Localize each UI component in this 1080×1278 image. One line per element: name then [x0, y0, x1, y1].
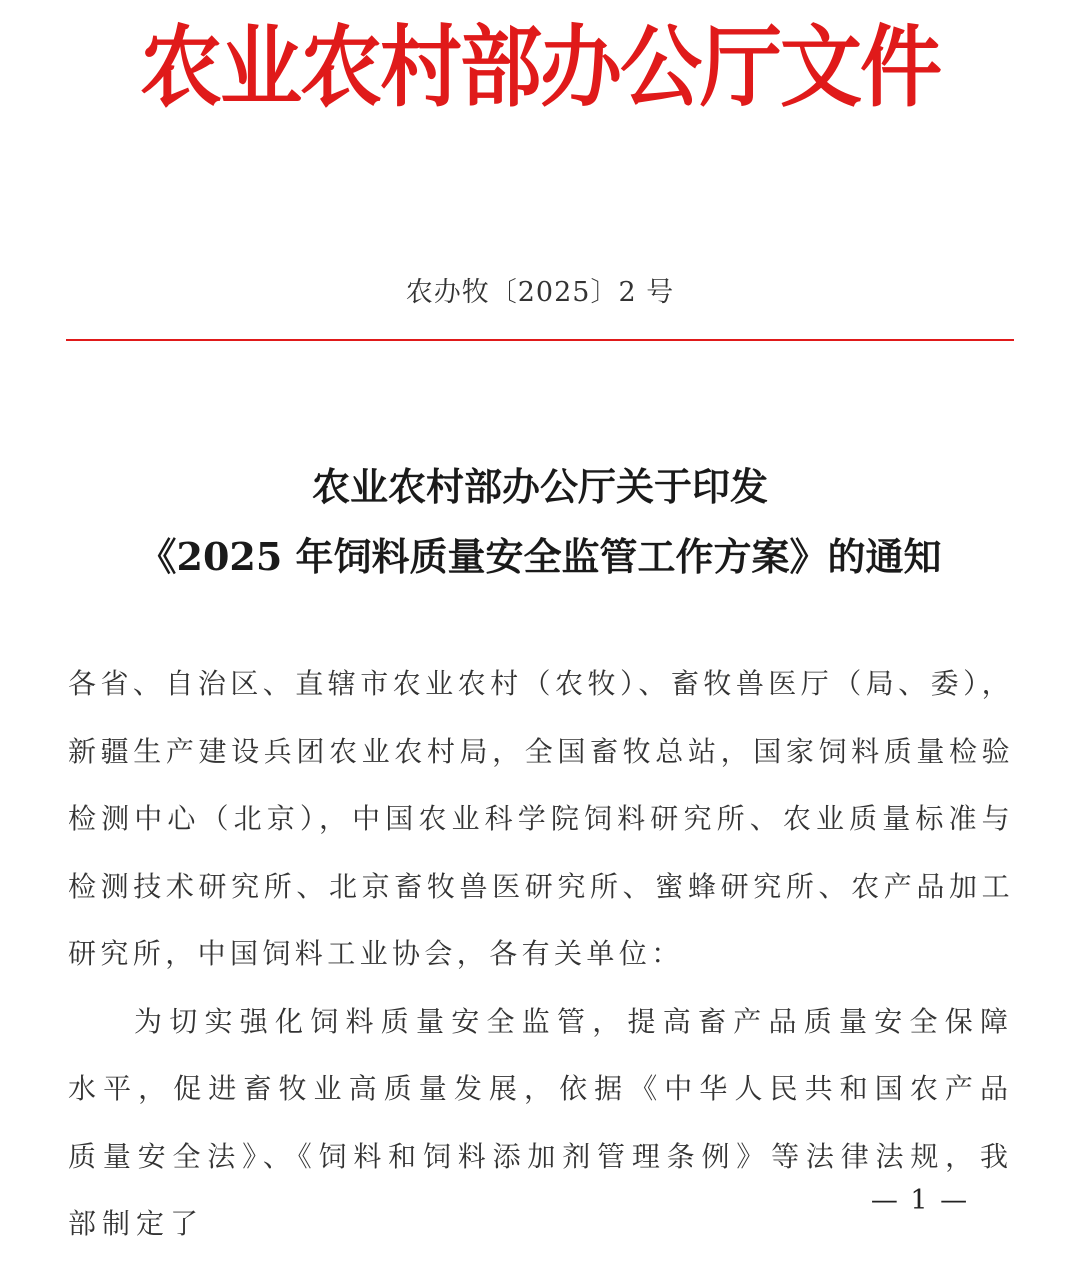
red-divider-rule — [66, 339, 1014, 341]
page-number: — 1 — — [870, 1185, 970, 1216]
notice-title-line-1: 农业农村部办公厅关于印发 — [311, 464, 768, 509]
intro-paragraph: 为切实强化饲料质量安全监管，提高畜产品质量安全保障水平，促进畜牧业高质量发展，依据《中华人民共和国农产品质量安全法》、《饲料和饲料添加剂管理条例》等法律法规，我部制定了 — [68, 1004, 1014, 1240]
notice-body — [68, 650, 1014, 1258]
salutation-paragraph: 各省、自治区、直辖市农业农村（农牧）、畜牧兽医厅（局、委），新疆生产建设兵团农业农村局，全国畜牧总站，国家饲料质量检验检测中心（北京），中国农业科学院饲料研究所、农业质量标准与检测技术研究所、北京畜牧兽医研究所、蜜蜂研究所、农产品加工研究所，中国饲料工业协会，各有关单位： — [68, 667, 1014, 970]
masthead-title: 农业农村部办公厅文件 — [139, 16, 940, 120]
document-number: 农办牧〔2025〕2 号 — [405, 277, 675, 308]
notice-title-line-2: 《2025 年饲料质量安全监管工作方案》的通知 — [138, 534, 942, 579]
notice-title — [0, 452, 1080, 592]
